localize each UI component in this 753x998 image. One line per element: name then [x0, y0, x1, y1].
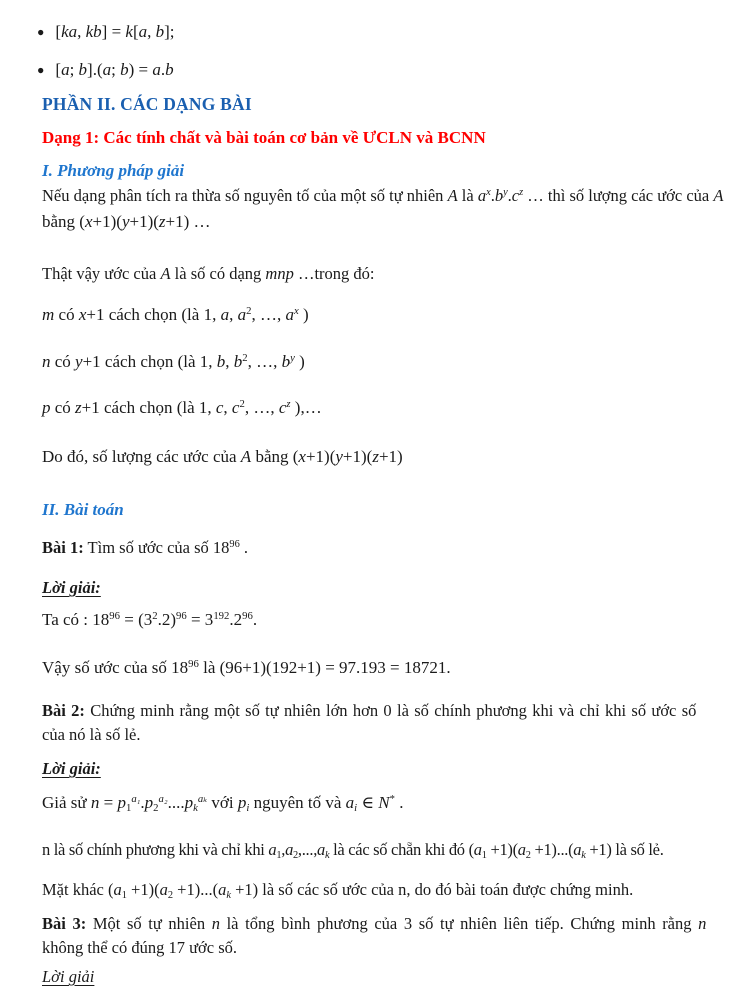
part-heading: PHẦN II. CÁC DẠNG BÀI: [42, 94, 252, 114]
choice-p-line: p có z+1 cách chọn (là 1, c, $c^2$, …, $c^z$ ),…: [42, 398, 322, 417]
solution1-line1: Ta có : $18^{96} = (3^2.2)^{96} = 3^{192}.2^{96}$.: [42, 610, 258, 629]
conclusion-line: Do đó, số lượng các ước của A bằng (x+1)(y+1)(z+1): [42, 447, 403, 466]
dang1-heading: Dạng 1: Các tính chất và bài toán cơ bản về ƯCLN và BCNN: [42, 128, 486, 147]
bullet-formula-lcm-gcd-product: ● [a; b].(a; b) = a.b: [37, 60, 174, 79]
problems-heading: II. Bài toán: [42, 500, 124, 519]
method-heading: I. Phương pháp giải: [42, 161, 185, 180]
solution2-line2: n là số chính phương khi và chỉ khi a1,a2,...,ak là các số chẵn khi đó (a1 +1)(a2 +1)...(ak +1) là số lẻ.: [42, 840, 664, 861]
bullet-formula-lcm-scale: ● [ka, kb] = k[a, b];: [37, 22, 175, 41]
solution2-line3: Mặt khác (a1 +1)(a2 +1)...(ak +1) là số các số ước của n, do đó bài toán được chứng minh.: [42, 880, 634, 901]
problem3-statement-line1: Bài 3: Một số tự nhiên n là tổng bình phương của 3 số tự nhiên liên tiếp. Chứng minh rằng n: [42, 914, 707, 933]
choice-m-line: m có x+1 cách chọn (là 1, a, $a^2$, …, $a^x$ ): [42, 305, 309, 324]
problem3-statement-line2: không thể có đúng 17 ước số.: [42, 938, 238, 957]
problem2-statement-line1: Bài 2: Chứng minh rằng một số tự nhiên lớn hơn 0 là số chính phương khi và chỉ khi số ước số: [42, 701, 697, 720]
solution3-label: Lời giải: [42, 967, 95, 986]
problem2-statement-line2: của nó là số lẻ.: [42, 725, 141, 744]
solution2-line1: Giả sử $n = p1^{a_1}.p2^{a_2}....pk^{a_k}$ với pi nguyên tố và ai ∈ N* .: [42, 793, 404, 814]
method-intro-line1: Nếu dạng phân tích ra thừa số nguyên tố của một số tự nhiên A là $a^x.b^y.c^z$ … thì số lượng các ước của A: [42, 186, 724, 205]
solution1-label: Lời giải:: [42, 578, 101, 597]
method-para-mnp: Thật vậy ước của A là số có dạng mnp …trong đó:: [42, 264, 375, 283]
problem1-statement: Bài 1: Tìm số ước của số $18^{96}$ .: [42, 538, 249, 557]
solution1-line2: Vậy số ước của số $18^{96}$ là (96+1)(192+1) = 97.193 = 18721.: [42, 658, 451, 677]
solution2-label: Lời giải:: [42, 759, 101, 778]
choice-n-line: n có y+1 cách chọn (là 1, b, $b^2$, …, $b^y$ ): [42, 352, 305, 371]
method-intro-line2: bằng (x+1)(y+1)(z+1) …: [42, 212, 211, 231]
